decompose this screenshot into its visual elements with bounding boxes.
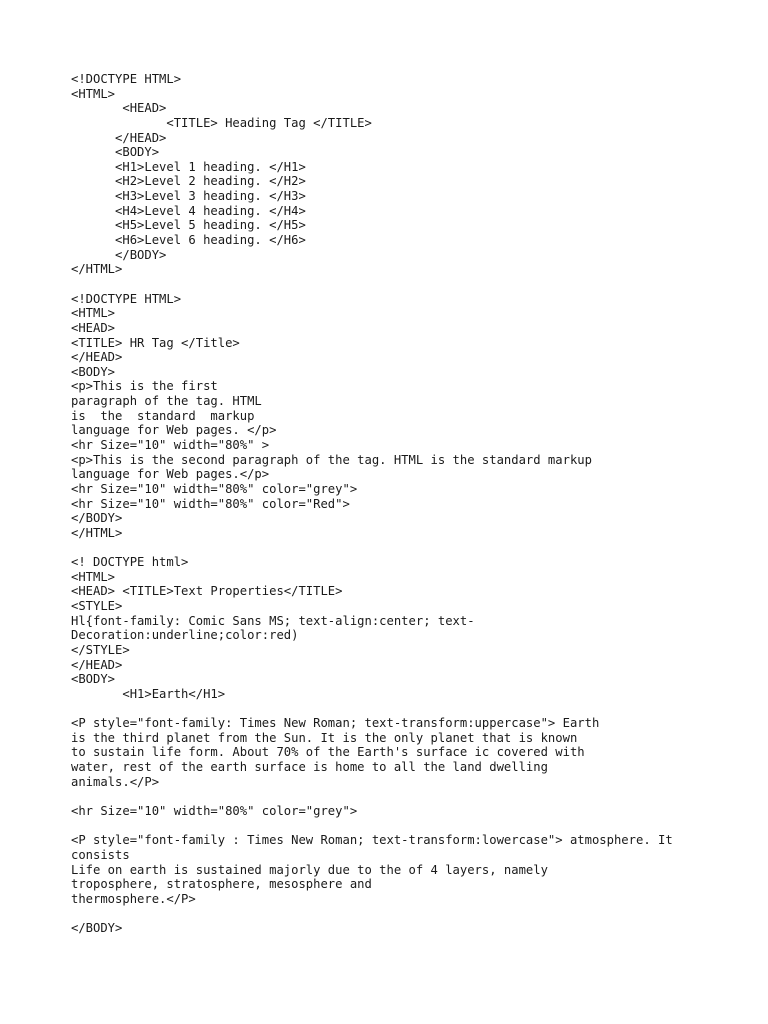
blank-line [71, 789, 751, 804]
code-block [71, 72, 751, 277]
code-line: troposphere, stratosphere, mesosphere and [71, 877, 372, 892]
code-document [71, 72, 751, 936]
code-line: water, rest of the earth surface is home to all the land dwelling [71, 760, 548, 775]
code-line: <P style="font-family: Times New Roman; text-transform:uppercase"> Earth [71, 716, 600, 731]
code-line: </HTML> [71, 262, 123, 277]
code-line: <P style="font-family : Times New Roman; text-transform:lowercase"> atmosphere. It [71, 833, 673, 848]
code-line: consists [71, 847, 130, 862]
code-line: <! DOCTYPE html> [71, 555, 189, 570]
code-line: <H4>Level 4 heading. </H4> [71, 203, 306, 218]
code-line: <hr Size="10" width="80%" color="grey"> [71, 481, 358, 496]
code-block [71, 921, 751, 936]
code-line: <hr Size="10" width="80%" color="grey"> [71, 804, 358, 819]
code-block [71, 804, 751, 819]
code-line: <H5>Level 5 heading. </H5> [71, 218, 306, 233]
code-line: </HEAD> [71, 130, 167, 145]
code-line: <p>This is the second paragraph of the tag. HTML is the standard markup [71, 452, 592, 467]
code-line: </BODY> [71, 921, 123, 936]
code-line: <BODY> [71, 145, 160, 160]
code-line: paragraph of the tag. HTML [71, 394, 262, 409]
code-line: </HTML> [71, 525, 123, 540]
code-line: </BODY> [71, 511, 123, 526]
blank-line [71, 907, 751, 922]
code-block [71, 833, 751, 906]
code-line: <HTML> [71, 569, 116, 584]
code-line: <HTML> [71, 86, 116, 101]
code-line: <H6>Level 6 heading. </H6> [71, 233, 306, 248]
code-block [71, 292, 751, 541]
code-line: <H1>Level 1 heading. </H1> [71, 159, 306, 174]
code-line: <HEAD> [71, 320, 116, 335]
code-line: language for Web pages.</p> [71, 467, 270, 482]
code-line: <H3>Level 3 heading. </H3> [71, 189, 306, 204]
code-line: <H1>Earth</H1> [71, 686, 226, 701]
code-line: is the third planet from the Sun. It is the only planet that is known [71, 730, 578, 745]
blank-line [71, 819, 751, 834]
code-line: </BODY> [71, 247, 167, 262]
code-line: <BODY> [71, 672, 116, 687]
code-line: <!DOCTYPE HTML> [71, 72, 182, 86]
code-line: <!DOCTYPE HTML> [71, 291, 182, 306]
code-line: <TITLE> Heading Tag </TITLE> [71, 115, 372, 130]
code-line: <H2>Level 2 heading. </H2> [71, 174, 306, 189]
code-line: to sustain life form. About 70% of the Earth's surface ic covered with [71, 745, 585, 760]
code-line: animals.</P> [71, 774, 160, 789]
code-line: <BODY> [71, 364, 116, 379]
code-line: <HEAD> [71, 101, 167, 116]
code-line: Life on earth is sustained majorly due to the of 4 layers, namely [71, 862, 548, 877]
code-line: is the standard markup [71, 408, 255, 423]
code-line: <HTML> [71, 306, 116, 321]
code-line: language for Web pages. </p> [71, 423, 277, 438]
code-line: Hl{font-family: Comic Sans MS; text-align:center; text- [71, 613, 475, 628]
code-line: <p>This is the first [71, 379, 218, 394]
code-line: <hr Size="10" width="80%" color="Red"> [71, 496, 350, 511]
code-line: Decoration:underline;color:red) [71, 628, 299, 643]
code-line: <STYLE> [71, 599, 123, 614]
code-line: <TITLE> HR Tag </Title> [71, 335, 240, 350]
blank-line [71, 541, 751, 556]
code-line: </HEAD> [71, 657, 123, 672]
code-block [71, 555, 751, 701]
code-line: thermosphere.</P> [71, 891, 196, 906]
code-line: <hr Size="10" width="80%" > [71, 438, 270, 453]
code-line: <HEAD> <TITLE>Text Properties</TITLE> [71, 584, 343, 599]
code-line: </STYLE> [71, 642, 130, 657]
code-block [71, 716, 751, 789]
code-line: </HEAD> [71, 350, 123, 365]
blank-line [71, 702, 751, 717]
blank-line [71, 277, 751, 292]
